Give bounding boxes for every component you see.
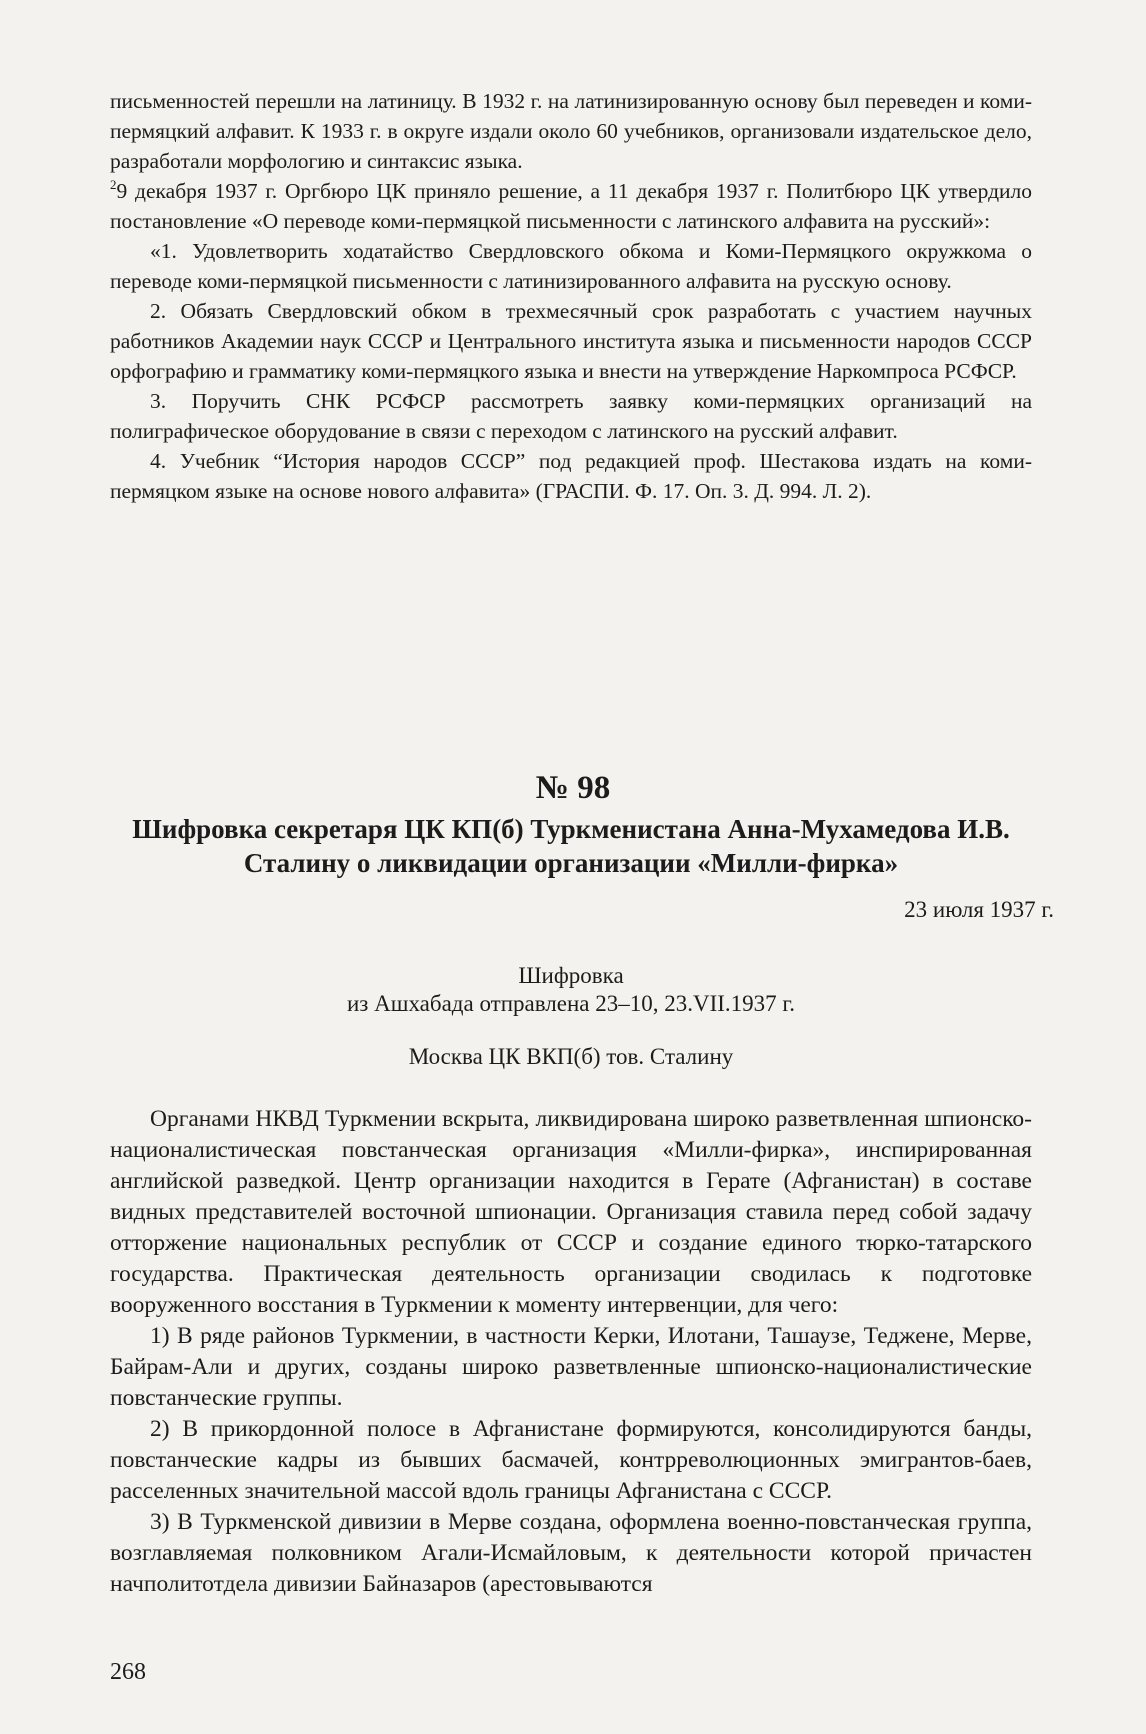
footnote-continuation: письменностей перешли на латиницу. В 1932 г. на латинизированную основу был переведен и коми-пермяцкий алфавит. К 1933 г. в округе издали около 60 учебников, организовали издательское дело, разработали морфологию и синтаксис языка. bbox=[110, 89, 1032, 173]
body-paragraph: 3) В Туркменской дивизии в Мерве создана, оформлена военно-повстанческая группа, возглавляемая полковником Агали-Исмайловым, к деятельности которой причастен начполитотдела дивизии Байназаров (арестовываются bbox=[110, 1509, 1032, 1597]
document-title: Шифровка секретаря ЦК КП(б) Туркменистана Анна-Мухамедова И.В. Сталину о ликвидации организации «Милли-фирка» bbox=[132, 814, 1010, 878]
body-paragraph: 2) В прикордонной полосе в Афганистане формируются, консолидируются банды, повстанческие кадры из бывших басмачей, контрреволюционных эмигрантов-баев, расселенных значительной массой вдоль границы Афганистана с СССР. bbox=[110, 1416, 1032, 1504]
footnote-quote-item: «1. Удовлетворить ходатайство Свердловского обкома и Коми-Пермяцкого окружкома о переводе коми-пермяцкой письменности с латинизированного алфавита на русскую основу. bbox=[110, 239, 1032, 293]
footnote-quote-item: 3. Поручить СНК РСФСР рассмотреть заявку коми-пермяцких организаций на полиграфическое оборудование в связи с переходом с латинского на русский алфавит. bbox=[110, 389, 1032, 443]
page-number: 268 bbox=[110, 1659, 146, 1685]
footnote-2 bbox=[110, 176, 1032, 236]
addressee-line: Москва ЦК ВКП(б) тов. Сталину bbox=[408, 1044, 734, 1069]
footnote-marker: 2 bbox=[110, 177, 117, 192]
document-date: 23 июля 1937 г. bbox=[904, 897, 1054, 922]
cipher-header bbox=[110, 962, 1032, 1018]
footnotes-section bbox=[110, 86, 1032, 506]
document-number: № 98 bbox=[535, 770, 611, 806]
cipher-label: Шифровка bbox=[518, 963, 624, 988]
body-paragraph: Органами НКВД Туркмении вскрыта, ликвидирована широко разветвленная шпионско-националистическая повстанческая организация «Милли-фирка», инспирированная английской разведкой. Центр организации находится в Герате (Афганистан) в составе видных представителей восточной шпионации. Организация ставила перед собой задачу отторжение национальных республик от СССР и создание единого тюрко-татарского государства. Практическая деятельность организации сводилась к подготовке вооруженного восстания в Туркмении к моменту интервенции, для чего: bbox=[110, 1106, 1032, 1318]
footnote-quote-item: 4. Учебник “История народов СССР” под редакцией проф. Шестакова издать на коми-пермяцком языке на основе нового алфавита» (ГРАСПИ. Ф. 17. Оп. 3. Д. 994. Л. 2). bbox=[110, 449, 1032, 503]
footnote-2-text: 9 декабря 1937 г. Оргбюро ЦК приняло решение, а 11 декабря 1937 г. Политбюро ЦК утвердило постановление «О переводе коми-пермяцкой письменности с латинского алфавита на русский»: bbox=[110, 179, 1032, 233]
footnote-quote-item: 2. Обязать Свердловский обком в трехмесячный срок разработать с участием научных работников Академии наук СССР и Центрального института языка и письменности народов СССР орфографию и грамматику коми-пермяцкого языка и внести на утверждение Наркомпроса РСФСР. bbox=[110, 299, 1032, 383]
document-body bbox=[110, 1104, 1032, 1600]
cipher-sent-info: из Ашхабада отправлена 23–10, 23.VII.1937 г. bbox=[347, 991, 795, 1016]
body-paragraph: 1) В ряде районов Туркмении, в частности Керки, Илотани, Ташаузе, Теджене, Мерве, Байрам-Али и других, созданы широко разветвленные шпионско-националистические повстанческие группы. bbox=[110, 1323, 1032, 1411]
